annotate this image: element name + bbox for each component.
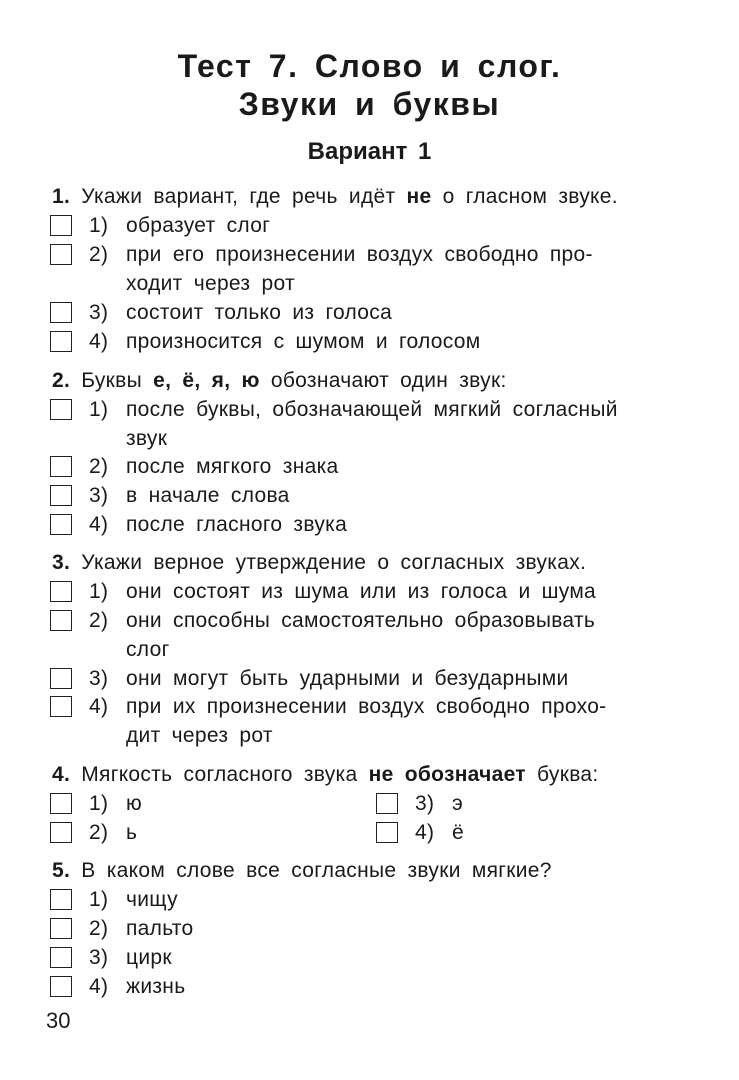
checkbox[interactable] [50,485,72,506]
test-title: Тест 7. Слово и слог. [177,48,562,84]
checkbox[interactable] [376,793,398,814]
page-number: 30 [46,1008,71,1033]
checkbox[interactable] [50,976,72,997]
checkbox[interactable] [50,793,72,814]
variant-heading: Вариант 1 [307,138,432,165]
checkbox[interactable] [50,889,72,910]
checkbox[interactable] [50,514,72,535]
checkbox[interactable] [50,581,72,602]
question-2: 2. Буквы е, ё, я, ю обозначают один звук: [52,369,507,392]
checkbox[interactable] [50,331,72,352]
question-4: 4. Мягкость согласного звука не обозначает буква: [52,763,599,786]
checkbox[interactable] [50,456,72,477]
checkbox[interactable] [50,399,72,420]
test-subtitle: Звуки и буквы [238,86,501,122]
checkbox[interactable] [50,610,72,631]
checkbox[interactable] [50,244,72,265]
checkbox[interactable] [50,918,72,939]
checkbox[interactable] [50,215,72,236]
checkbox[interactable] [50,668,72,689]
checkbox[interactable] [50,947,72,968]
question-3: 3. Укажи верное утверждение о согласных звуках. [52,551,587,574]
checkbox[interactable] [50,696,72,717]
question-1: 1. Укажи вариант, где речь идёт не о гласном звуке. [52,185,618,208]
checkbox[interactable] [50,302,72,323]
checkbox[interactable] [50,822,72,843]
question-5: 5. В каком слове все согласные звуки мягкие? [52,859,552,882]
checkbox[interactable] [376,822,398,843]
